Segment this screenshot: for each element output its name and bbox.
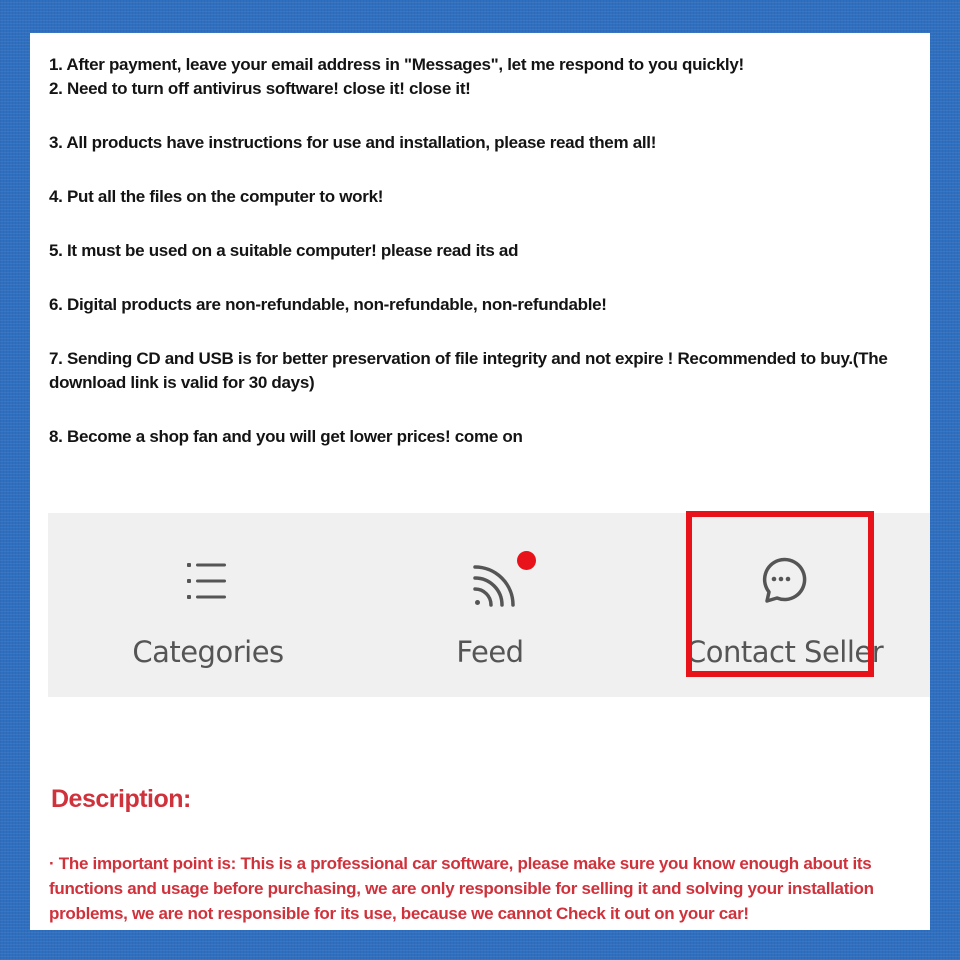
description-text: · The important point is: This is a professional car software, please make sure you know enough about its functions and usage before purchasing, we are only responsible for selling it and solving your installation problems, we are not responsible for its use, because we cannot Check it out on your car! [49, 854, 874, 923]
chat-bubble-icon [749, 551, 809, 611]
description-title: Description: [51, 785, 191, 813]
note-8: 8. Become a shop fan and you will get lower prices! come on [49, 427, 523, 446]
note-3: 3. All products have instructions for use and installation, please read them all! [49, 133, 657, 152]
note-5: 5. It must be used on a suitable computer! please read its ad [49, 241, 519, 260]
note-2: 2. Need to turn off antivirus software! close it! close it! [49, 79, 471, 98]
list-icon [178, 551, 238, 611]
tab-feed[interactable] [390, 513, 590, 697]
purchase-notes [49, 53, 927, 449]
product-notice-panel [30, 33, 930, 930]
note-6: 6. Digital products are non-refundable, non-refundable, non-refundable! [49, 295, 607, 314]
note-1: 1. After payment, leave your email address in "Messages", let me respond to you quickly! [49, 55, 744, 74]
tab-contact-seller[interactable] [686, 513, 884, 697]
feed-notification-dot [517, 551, 536, 570]
tab-contact-seller-label: Contact Seller [686, 635, 884, 669]
tab-categories-label: Categories [132, 635, 284, 669]
rss-feed-icon [460, 551, 520, 611]
bottom-tab-bar [48, 513, 930, 697]
note-4: 4. Put all the files on the computer to work! [49, 187, 384, 206]
tab-feed-label: Feed [456, 635, 524, 669]
tab-categories[interactable] [108, 513, 308, 697]
note-7: 7. Sending CD and USB is for better preservation of file integrity and not expire ! Recommended to buy.(The download link is valid for 30 days) [49, 349, 888, 392]
